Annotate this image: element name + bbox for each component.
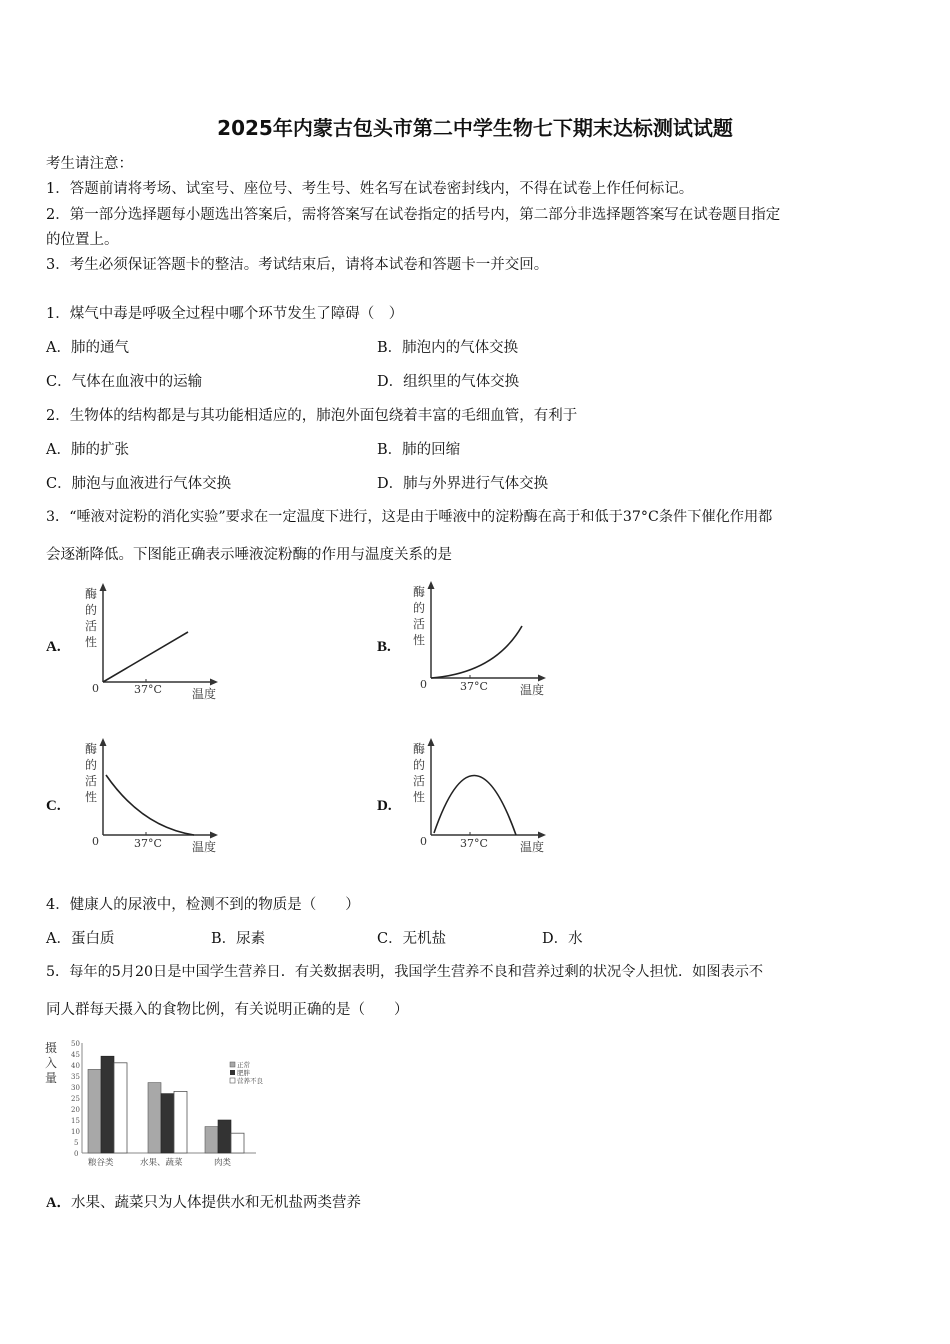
q2-option-a[interactable]: [46, 438, 129, 459]
svg-text:温度: 温度: [192, 840, 217, 854]
option-text: 水: [568, 931, 583, 947]
svg-text:37°C: 37°C: [134, 683, 162, 696]
svg-text:15: 15: [71, 1117, 80, 1125]
question-3-stem-line1: 3．“唾液对淀粉的消化实验”要求在一定温度下进行，这是由于唾液中的淀粉酶在高于和低于37°C条件下催化作用都: [46, 509, 773, 525]
svg-text:的: 的: [85, 603, 98, 617]
svg-text:温度: 温度: [520, 840, 545, 854]
svg-text:酶: 酶: [413, 585, 426, 599]
svg-text:性: 性: [85, 790, 98, 804]
svg-text:活: 活: [413, 617, 426, 631]
option-text: 肺的扩张: [70, 442, 129, 458]
option-text: 肺泡与血液进行气体交换: [71, 476, 232, 492]
q4-option-a[interactable]: [46, 927, 114, 948]
svg-text:的: 的: [85, 758, 98, 772]
svg-text:肥胖: 肥胖: [237, 1069, 250, 1077]
q3-graph-d[interactable]: [410, 735, 560, 855]
notice-item-1: 1．答题前请将考场、试室号、座位号、考生号、姓名写在试卷密封线内，不得在试卷上作任何标记。: [46, 181, 694, 197]
option-text: 肺与外界进行气体交换: [403, 476, 549, 492]
question-1-stem: 1．煤气中毒是呼吸全过程中哪个环节发生了障碍（ ）: [46, 306, 404, 322]
svg-text:温度: 温度: [192, 687, 217, 700]
option-letter: A．: [46, 1195, 71, 1211]
q2-option-b[interactable]: [377, 438, 460, 459]
q1-option-d[interactable]: [377, 370, 519, 391]
q4-option-d[interactable]: [542, 927, 583, 948]
svg-text:营养不良: 营养不良: [237, 1077, 263, 1085]
svg-text:0: 0: [74, 1150, 79, 1158]
svg-text:0: 0: [420, 835, 427, 848]
svg-text:30: 30: [71, 1084, 80, 1092]
q4-option-b[interactable]: [211, 927, 265, 948]
option-letter: B．: [211, 931, 237, 947]
svg-text:37°C: 37°C: [460, 837, 488, 850]
option-text: 无机盐: [402, 931, 447, 947]
option-letter: D．: [542, 931, 569, 947]
svg-text:酶: 酶: [413, 742, 426, 756]
svg-text:水果、蔬菜: 水果、蔬菜: [140, 1158, 183, 1168]
option-text: 肺泡内的气体交换: [402, 340, 519, 356]
option-letter: A．: [46, 442, 71, 458]
q4-option-c[interactable]: [377, 927, 446, 948]
q1-option-b[interactable]: [377, 336, 518, 357]
q3-option-a-label[interactable]: A.: [46, 639, 61, 655]
option-letter: C．: [46, 374, 72, 390]
option-letter: B．: [377, 340, 403, 356]
option-text: 气体在血液中的运输: [71, 374, 203, 390]
svg-text:5: 5: [74, 1139, 79, 1147]
notice-item-2: 2．第一部分选择题每小题选出答案后，需将答案写在试卷指定的括号内，第二部分非选择题答案写在试卷题目指定: [46, 207, 781, 223]
option-letter: D．: [377, 374, 404, 390]
svg-text:活: 活: [85, 619, 98, 633]
svg-text:0: 0: [92, 835, 99, 848]
option-text: 蛋白质: [70, 931, 115, 947]
svg-text:粮谷类: 粮谷类: [88, 1158, 114, 1168]
svg-text:活: 活: [413, 774, 426, 788]
q1-option-c[interactable]: [46, 370, 202, 391]
q3-graph-c[interactable]: [82, 735, 232, 855]
notice-item-2-cont: 的位置上。: [46, 232, 119, 248]
svg-text:正常: 正常: [237, 1061, 250, 1069]
svg-text:性: 性: [413, 790, 426, 804]
option-letter: C．: [46, 476, 72, 492]
question-5-stem-line1: 5．每年的5月20日是中国学生营养日．有关数据表明，我国学生营养不良和营养过剩的状况令人担忧．如图表示不: [46, 964, 764, 980]
svg-text:37°C: 37°C: [460, 680, 488, 693]
svg-text:50: 50: [71, 1040, 80, 1048]
q3-option-b-label[interactable]: B.: [377, 639, 391, 655]
option-letter: C．: [377, 931, 403, 947]
notice-item-3: 3．考生必须保证答题卡的整洁。考试结束后，请将本试卷和答题卡一并交回。: [46, 257, 549, 273]
svg-text:的: 的: [413, 758, 426, 772]
option-letter: A．: [46, 931, 71, 947]
option-text: 水果、蔬菜只为人体提供水和无机盐两类营养: [70, 1195, 361, 1211]
svg-text:酶: 酶: [85, 587, 98, 601]
svg-text:活: 活: [85, 774, 98, 788]
svg-text:0: 0: [420, 678, 427, 691]
q3-graph-a[interactable]: [82, 580, 232, 700]
q3-option-c-label[interactable]: C.: [46, 798, 61, 814]
svg-text:10: 10: [71, 1128, 80, 1136]
svg-text:性: 性: [85, 635, 98, 649]
q2-option-d[interactable]: [377, 472, 548, 493]
page-title: 2025年内蒙古包头市第二中学生物七下期末达标测试试题: [217, 116, 733, 140]
svg-text:酶: 酶: [85, 742, 98, 756]
option-text: 肺的回缩: [402, 442, 461, 458]
q5-option-a[interactable]: [46, 1191, 361, 1212]
svg-text:摄: 摄: [45, 1041, 58, 1055]
svg-text:入: 入: [45, 1056, 58, 1070]
svg-text:45: 45: [71, 1051, 80, 1059]
svg-text:0: 0: [92, 682, 99, 695]
option-letter: D．: [377, 476, 404, 492]
svg-text:20: 20: [71, 1106, 80, 1114]
q1-option-a[interactable]: [46, 336, 129, 357]
svg-text:温度: 温度: [520, 683, 545, 697]
svg-text:肉类: 肉类: [214, 1158, 232, 1168]
option-text: 肺的通气: [70, 340, 129, 356]
option-text: 组织里的气体交换: [403, 374, 520, 390]
svg-text:的: 的: [413, 601, 426, 615]
q3-graph-b[interactable]: [410, 578, 560, 698]
notice-heading: 考生请注意：: [46, 156, 133, 172]
question-3-stem-line2: 会逐渐降低。下图能正确表示唾液淀粉酶的作用与温度关系的是: [46, 547, 452, 563]
svg-text:40: 40: [71, 1062, 80, 1070]
q3-option-d-label[interactable]: D.: [377, 798, 392, 814]
q2-option-c[interactable]: [46, 472, 231, 493]
q5-bar-chart: [44, 1038, 284, 1168]
question-4-stem: 4．健康人的尿液中，检测不到的物质是（ ）: [46, 897, 360, 913]
option-letter: A．: [46, 340, 71, 356]
svg-text:35: 35: [71, 1073, 80, 1081]
svg-text:量: 量: [45, 1071, 58, 1085]
option-letter: B．: [377, 442, 403, 458]
svg-text:37°C: 37°C: [134, 837, 162, 850]
question-5-stem-line2: 同人群每天摄入的食物比例，有关说明正确的是（ ）: [46, 1002, 409, 1018]
svg-text:性: 性: [413, 633, 426, 647]
question-2-stem: 2．生物体的结构都是与其功能相适应的，肺泡外面包绕着丰富的毛细血管，有利于: [46, 408, 578, 424]
svg-text:25: 25: [71, 1095, 80, 1103]
option-text: 尿素: [236, 931, 266, 947]
